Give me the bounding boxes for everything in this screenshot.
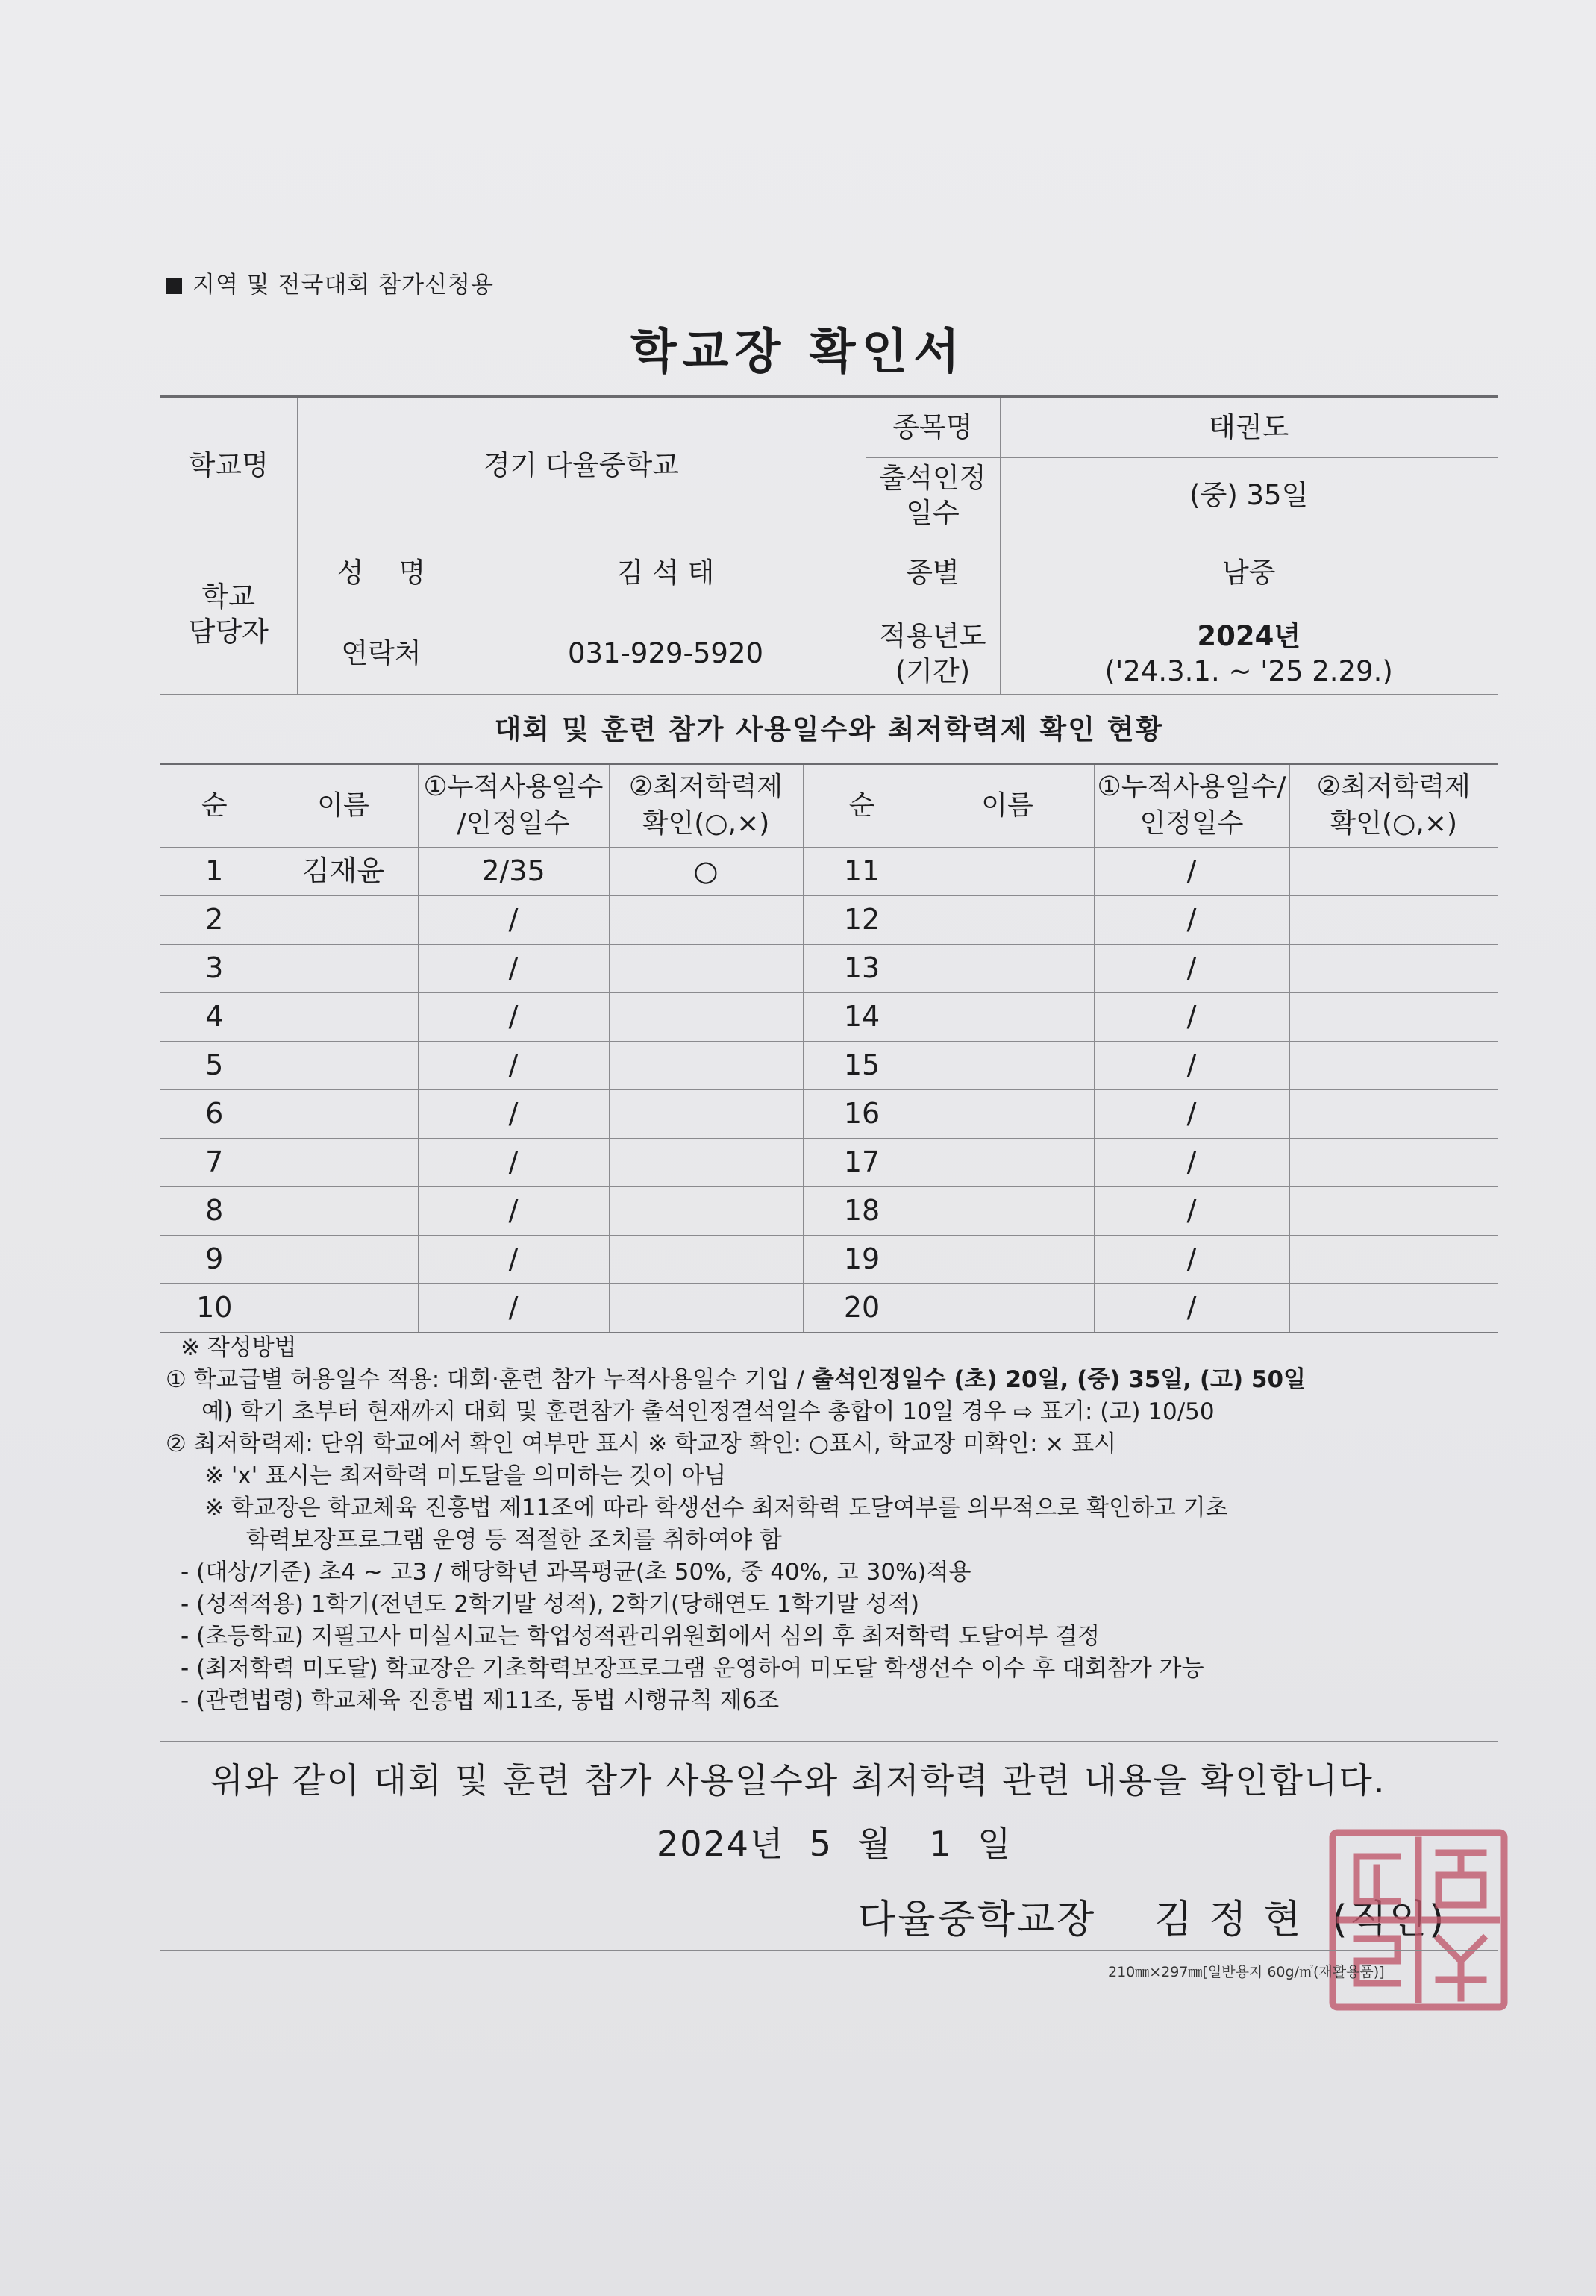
row-name [269, 1236, 418, 1284]
row-check: ○ [609, 848, 803, 896]
row-days: / [1094, 1090, 1289, 1139]
row-check [1289, 1090, 1498, 1139]
row-name [921, 896, 1094, 945]
row-name [269, 945, 418, 993]
row-check [1289, 1236, 1498, 1284]
row-check [1289, 1284, 1498, 1333]
table-row [160, 1236, 1498, 1284]
manager-label: 학교 담당자 [160, 534, 297, 695]
row-days: 2/35 [418, 848, 609, 896]
note-2-x: ※ 'x' 표시는 최저학력 미도달을 의미하는 것이 아님 [204, 1463, 727, 1489]
row-name [921, 945, 1094, 993]
note-bullet: - (초등학교) 지필고사 미실시교는 학업성적관리위원회에서 심의 후 최저학력 도달여부 결정 [181, 1623, 1101, 1650]
row-check [609, 993, 803, 1042]
row-name [269, 1284, 418, 1333]
row-check [609, 1236, 803, 1284]
row-name [921, 1236, 1094, 1284]
row-check [609, 945, 803, 993]
row-name: 김재윤 [269, 848, 418, 896]
row-no: 1 [160, 848, 269, 896]
row-check [609, 1187, 803, 1236]
row-name [921, 1284, 1094, 1333]
row-no: 15 [803, 1042, 921, 1090]
header-check-right: ②최저학력제 확인(○,×) [1289, 764, 1498, 848]
instructions [166, 1332, 1501, 1717]
row-no: 6 [160, 1090, 269, 1139]
note-bullet: - (관련법령) 학교체육 진흥법 제11조, 동법 시행규칙 제6조 [181, 1687, 780, 1714]
contact-value: 031-929-5920 [466, 613, 866, 695]
table-header-row [160, 764, 1498, 848]
row-days: / [418, 1187, 609, 1236]
footer-divider [160, 1950, 1498, 1951]
row-days: / [418, 993, 609, 1042]
confirmation-statement: 위와 같이 대회 및 훈련 참가 사용일수와 최저학력 관련 내용을 확인합니다. [210, 1760, 1386, 1801]
attendance-value: (중) 35일 [1000, 458, 1498, 534]
header-no-right: 순 [803, 764, 921, 848]
attendance-label: 출석인정 일수 [866, 458, 1000, 534]
category-label: 종별 [866, 534, 1000, 613]
row-no: 17 [803, 1139, 921, 1187]
header-days-left: ①누적사용일수 /인정일수 [418, 764, 609, 848]
paper-spec: 210㎜×297㎜[일반용지 60g/㎡(재활용품)] [1108, 1964, 1385, 1980]
contact-label: 연락처 [297, 613, 466, 695]
row-name [921, 1090, 1094, 1139]
row-days: / [1094, 848, 1289, 896]
row-no: 10 [160, 1284, 269, 1333]
table-row [160, 1187, 1498, 1236]
row-name [269, 1042, 418, 1090]
participation-table [160, 763, 1498, 1333]
row-days: / [1094, 1187, 1289, 1236]
instructions-heading: ※ 작성방법 [181, 1334, 297, 1361]
row-name [269, 1139, 418, 1187]
official-seal-icon [1327, 1827, 1510, 2013]
row-days: / [1094, 1284, 1289, 1333]
row-name [921, 993, 1094, 1042]
row-check [1289, 1139, 1498, 1187]
header-name-left: 이름 [269, 764, 418, 848]
table-row [160, 993, 1498, 1042]
row-days: / [1094, 945, 1289, 993]
row-days: / [1094, 896, 1289, 945]
row-check [609, 1090, 803, 1139]
school-name-value: 경기 다율중학교 [297, 397, 866, 534]
row-name [269, 1090, 418, 1139]
header-check-left: ②최저학력제 확인(○,×) [609, 764, 803, 848]
category-value: 남중 [1000, 534, 1498, 613]
row-name [921, 848, 1094, 896]
row-name [921, 1042, 1094, 1090]
row-no: 7 [160, 1139, 269, 1187]
year-cell [1000, 613, 1498, 695]
row-days: / [418, 1139, 609, 1187]
note-2-principal: ※ 학교장은 학교체육 진흥법 제11조에 따라 학생선수 최저학력 도달여부를 의무적으로 확인하고 기초 [204, 1495, 1228, 1521]
principal-signature: 다율중학교장 김 정 현 (직인) [858, 1898, 1447, 1942]
row-name [269, 1187, 418, 1236]
table-row [160, 1139, 1498, 1187]
row-days: / [418, 1236, 609, 1284]
row-days: / [418, 1284, 609, 1333]
note-bullet: - (대상/기준) 초4 ~ 고3 / 해당학년 과목평균(초 50%, 중 40%, 고 30%)적용 [181, 1559, 971, 1586]
row-days: / [418, 945, 609, 993]
row-days: / [1094, 993, 1289, 1042]
row-no: 16 [803, 1090, 921, 1139]
year-value: 2024년 [1197, 620, 1301, 653]
row-no: 8 [160, 1187, 269, 1236]
row-check [1289, 1042, 1498, 1090]
row-no: 11 [803, 848, 921, 896]
table-row [160, 848, 1498, 896]
row-name [269, 993, 418, 1042]
document-title: 학교장 확인서 [630, 325, 966, 380]
row-no: 3 [160, 945, 269, 993]
sport-value: 태권도 [1000, 397, 1498, 458]
row-check [609, 1042, 803, 1090]
row-days: / [418, 896, 609, 945]
row-no: 20 [803, 1284, 921, 1333]
row-check [1289, 896, 1498, 945]
row-no: 2 [160, 896, 269, 945]
row-name [921, 1139, 1094, 1187]
table-row [160, 1284, 1498, 1333]
row-check [1289, 848, 1498, 896]
row-check [609, 896, 803, 945]
row-no: 12 [803, 896, 921, 945]
header-no-left: 순 [160, 764, 269, 848]
row-no: 18 [803, 1187, 921, 1236]
note-bullet: - (성적적용) 1학기(전년도 2학기말 성적), 2학기(당해연도 1학기말 성적) [181, 1591, 920, 1618]
sport-label: 종목명 [866, 397, 1000, 458]
issue-date: 2024년 5 월 1 일 [657, 1824, 1013, 1864]
form-type-label: 지역 및 전국대회 참가신청용 [166, 266, 494, 299]
name-value: 김 석 태 [466, 534, 866, 613]
row-check [609, 1139, 803, 1187]
header-name-right: 이름 [921, 764, 1094, 848]
note-bullet: - (최저학력 미도달) 학교장은 기초학력보장프로그램 운영하여 미도달 학생선수 이수 후 대회참가 가능 [181, 1655, 1204, 1682]
table-row [160, 945, 1498, 993]
table-row [160, 1090, 1498, 1139]
row-name [921, 1187, 1094, 1236]
year-label: 적용년도 (기간) [866, 613, 1000, 695]
school-name-label: 학교명 [160, 397, 297, 534]
name-label: 성 명 [297, 534, 466, 613]
row-days: / [1094, 1236, 1289, 1284]
note-1-example: 예) 학기 초부터 현재까지 대회 및 훈련참가 출석인정결석일수 총합이 10일 경우 ⇨ 표기: (고) 10/50 [201, 1398, 1215, 1425]
row-no: 4 [160, 993, 269, 1042]
row-no: 13 [803, 945, 921, 993]
row-name [269, 896, 418, 945]
note-2: ② 최저학력제: 단위 학교에서 확인 여부만 표시 ※ 학교장 확인: ○표시, 학교장 미확인: × 표시 [166, 1430, 1117, 1457]
row-check [1289, 993, 1498, 1042]
row-no: 9 [160, 1236, 269, 1284]
section-title: 대회 및 훈련 참가 사용일수와 최저학력제 확인 현황 [160, 694, 1498, 764]
table-row [160, 896, 1498, 945]
square-bullet-icon [166, 278, 182, 294]
row-days: / [1094, 1042, 1289, 1090]
table-row [160, 1042, 1498, 1090]
school-info-table [160, 395, 1498, 695]
row-no: 5 [160, 1042, 269, 1090]
row-check [1289, 945, 1498, 993]
row-days: / [418, 1042, 609, 1090]
divider [160, 1741, 1498, 1742]
note-1: ① 학교급별 허용일수 적용: 대회·훈련 참가 누적사용일수 기입 / 출석인정일수 (초) 20일, (중) 35일, (고) 50일 [166, 1366, 1306, 1393]
row-check [1289, 1187, 1498, 1236]
row-no: 19 [803, 1236, 921, 1284]
row-no: 14 [803, 993, 921, 1042]
header-days-right: ①누적사용일수/ 인정일수 [1094, 764, 1289, 848]
row-days: / [1094, 1139, 1289, 1187]
period-value: ('24.3.1. ~ '25 2.29.) [1104, 654, 1393, 687]
row-days: / [418, 1090, 609, 1139]
row-check [609, 1284, 803, 1333]
note-2-principal-cont: 학력보장프로그램 운영 등 적절한 조치를 취하여야 함 [246, 1527, 782, 1554]
